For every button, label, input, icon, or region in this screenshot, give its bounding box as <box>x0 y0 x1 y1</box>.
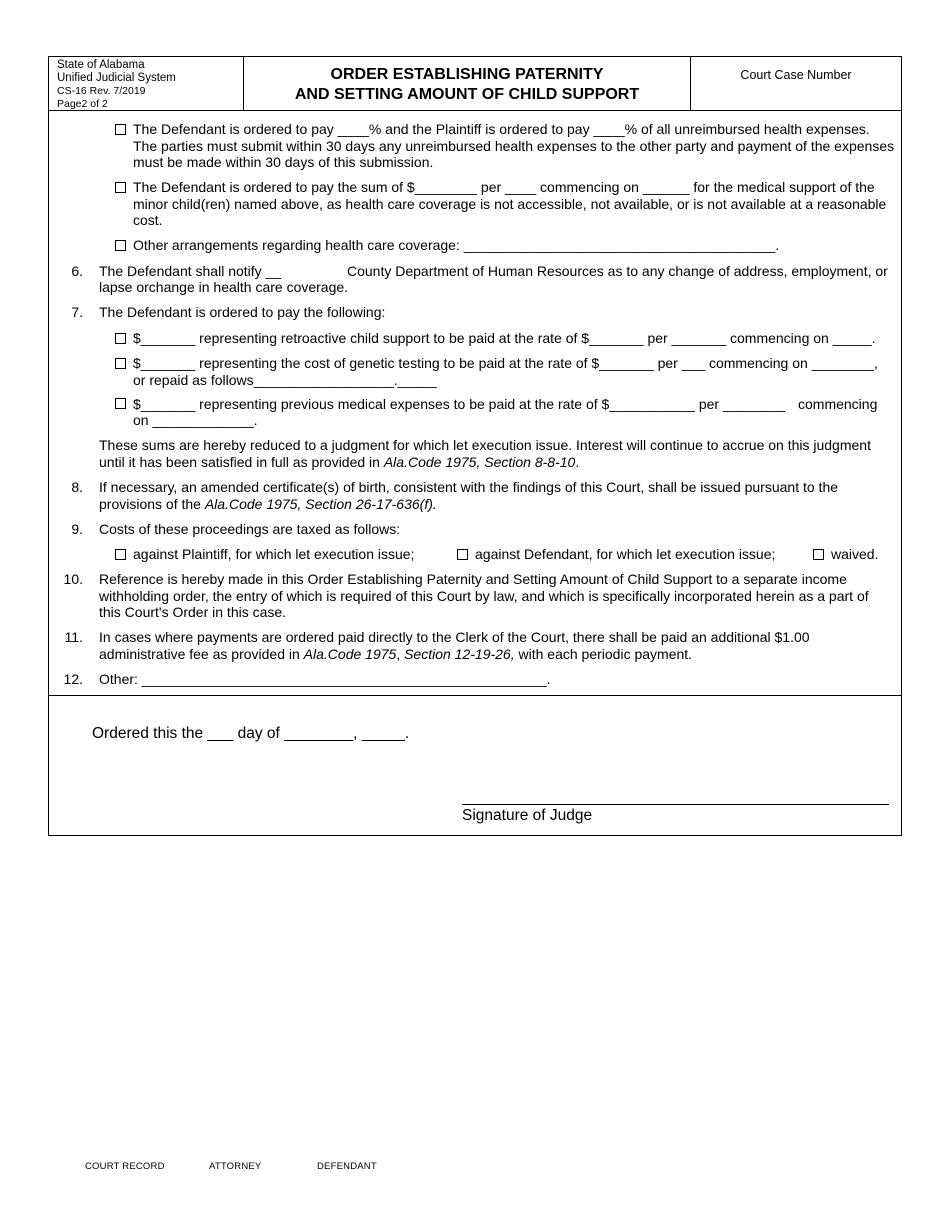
judgment-line2-end: . <box>575 453 580 470</box>
item11-citation-section: Section 12-19-26, <box>404 645 515 662</box>
health-opt2-line2: minor child(ren) named above, as health care coverage is not accessible, not available, or is not available at a reasonable <box>133 195 887 212</box>
item9-intro: Costs of these proceedings are taxed as follows: <box>99 521 401 537</box>
signature-label: Signature of Judge <box>462 807 593 824</box>
item8-number: 8. <box>71 479 83 495</box>
health-opt2-text <box>133 179 886 229</box>
item7-opt2-checkbox[interactable] <box>115 358 126 369</box>
item6-line1b: County Department of Human Resources as to any change of address, employment, or <box>347 263 888 279</box>
item7-number: 7. <box>71 304 83 320</box>
health-opt2-line3: cost. <box>133 212 163 228</box>
item7-judgment <box>99 437 871 470</box>
costs-plaintiff-label: against Plaintiff, for which let execution issue; <box>133 546 415 562</box>
item12-other: Other: ____________________________________________________. <box>99 671 551 687</box>
item11-text <box>99 629 810 662</box>
item11-line2-text: administrative fee as provided in <box>99 645 304 662</box>
judgment-line2-text: until it has been satisfied in full as provided in <box>99 453 384 470</box>
agency-line1: State of Alabama <box>57 59 145 71</box>
agency-block <box>49 57 244 110</box>
item11-comma: , <box>396 645 405 662</box>
title-line1: ORDER ESTABLISHING PATERNITY <box>330 66 604 83</box>
form-frame <box>48 56 902 836</box>
item11-line2-end: with each periodic payment. <box>514 645 693 662</box>
item7-opt2-text <box>133 355 878 388</box>
item10-line3: this Court's Order in this case. <box>99 604 287 620</box>
ordered-date-line: Ordered this the ___ day of ________, _____. <box>92 725 410 742</box>
item7-judgment-line1: These sums are hereby reduced to a judgment for which let execution issue. Interest will continue to accrue on this judgment <box>99 437 871 453</box>
item6-line2: lapse orchange in health care coverage. <box>99 279 349 295</box>
form-title <box>244 57 691 110</box>
health-opt1-line3: must be made within 30 days of this submission. <box>133 154 434 170</box>
health-opt2-checkbox[interactable] <box>115 182 126 193</box>
item10-line1: Reference is hereby made in this Order Establishing Paternity and Setting Amount of Child Support to a separate income <box>99 571 847 587</box>
health-opt1-checkbox[interactable] <box>115 124 126 135</box>
item6-line1a: The Defendant shall notify __ <box>99 263 282 279</box>
health-opt1-text <box>133 121 894 171</box>
item6-number: 6. <box>71 263 83 279</box>
agency-line2: Unified Judicial System <box>57 72 176 84</box>
health-opt1-line2: The parties must submit within 30 days any unreimbursed health expenses to the other party and payment of the expenses <box>133 137 895 154</box>
footer-copy-attorney: ATTORNEY <box>209 1161 262 1172</box>
item11-number: 11. <box>64 629 83 645</box>
item8-citation: Ala.Code 1975, Section 26-17-636(f). <box>204 495 437 512</box>
item7-judgment-line2 <box>99 454 871 471</box>
title-line2: AND SETTING AMOUNT OF CHILD SUPPORT <box>294 86 640 103</box>
item7-opt1: $_______ representing retroactive child support to be paid at the rate of $_______ per _______ commencing on _____. <box>133 330 876 346</box>
form-header <box>49 57 901 111</box>
costs-defendant-checkbox[interactable] <box>457 549 468 560</box>
item12-number: 12. <box>63 671 83 687</box>
item10-number: 10. <box>63 571 83 587</box>
costs-plaintiff-checkbox[interactable] <box>115 549 126 560</box>
health-opt3-checkbox[interactable] <box>115 240 126 251</box>
item7-opt3-checkbox[interactable] <box>115 398 126 409</box>
costs-waived-label: waived. <box>831 546 879 562</box>
item10-line2: withholding order, the entry of which is required of this Court by law, and which is specifically incorporated herein as a part of <box>99 587 869 604</box>
health-opt3-text: Other arrangements regarding health care coverage: ________________________________________. <box>133 237 780 253</box>
judgment-citation: Ala.Code 1975, Section 8-8-10 <box>383 453 576 470</box>
item8-line2 <box>99 496 838 513</box>
item8-text <box>99 479 838 512</box>
item7-opt3-line1a: $_______ representing previous medical expenses to be paid at the rate of $___________ per ________ <box>133 396 786 412</box>
item7-intro: The Defendant is ordered to pay the following: <box>99 304 386 320</box>
item11-line1: In cases where payments are ordered paid directly to the Clerk of the Court, there shall be paid an additional $1.00 <box>99 629 810 645</box>
health-opt2-line1: The Defendant is ordered to pay the sum of $________ per ____ commencing on ______ for the medical support of the <box>133 179 875 195</box>
footer-copy-court-record: COURT RECORD <box>85 1161 165 1172</box>
judge-signature-line[interactable] <box>462 804 889 805</box>
court-case-number-label: Court Case Number <box>740 68 852 82</box>
court-case-number-field[interactable] <box>691 57 901 110</box>
item7-opt2-line2: or repaid as follows__________________._____ <box>133 371 437 388</box>
item11-citation-code: Ala.Code 1975 <box>303 645 397 662</box>
costs-waived-checkbox[interactable] <box>813 549 824 560</box>
item7-opt3-line1b: commencing <box>798 396 878 412</box>
item7-opt3-line2: on _____________. <box>133 412 258 428</box>
form-number: CS-16 Rev. 7/2019 <box>57 85 146 97</box>
page-number: Page2 of 2 <box>57 98 108 110</box>
item10-text <box>99 571 869 621</box>
item8-line1: If necessary, an amended certificate(s) of birth, consistent with the findings of this Court, shall be issued pursuant to the <box>99 479 839 495</box>
item8-line2-text: provisions of the <box>99 495 205 512</box>
item9-number: 9. <box>71 521 83 537</box>
item7-opt2-line1: $_______ representing the cost of genetic testing to be paid at the rate of $_______ per ___ commencing on ________, <box>133 355 878 371</box>
section-divider <box>49 695 901 696</box>
costs-defendant-label: against Defendant, for which let execution issue; <box>475 546 776 562</box>
item11-line2 <box>99 646 810 663</box>
item7-opt1-checkbox[interactable] <box>115 333 126 344</box>
footer-copy-defendant: DEFENDANT <box>317 1161 377 1172</box>
health-opt1-line1: The Defendant is ordered to pay ____% and the Plaintiff is ordered to pay ____% of all unreimbursed health expenses. <box>133 121 870 137</box>
